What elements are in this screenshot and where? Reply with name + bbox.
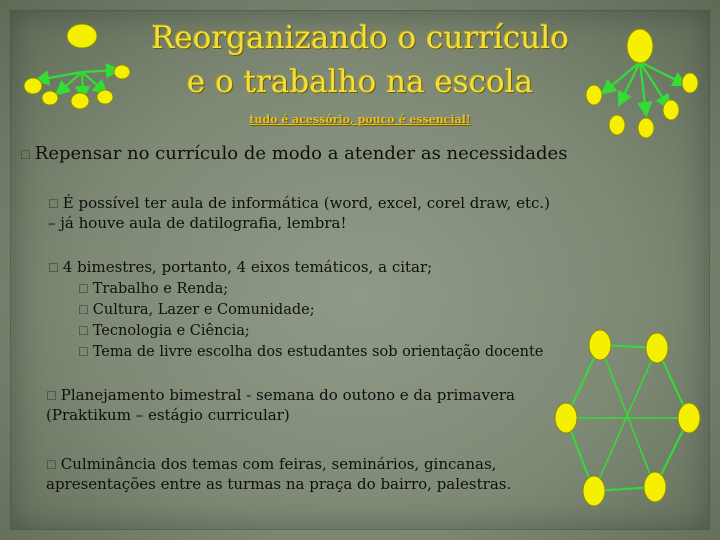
bullet-icon: ☐ (48, 197, 59, 211)
yellow-circle (644, 472, 666, 502)
bullet-icon: ☐ (48, 261, 59, 275)
theme-item (78, 302, 315, 318)
theme-text: Cultura, Lazer e Comunidade; (92, 302, 315, 318)
yellow-circle (646, 333, 668, 363)
bullet-icon: ☐ (78, 324, 89, 338)
yellow-circle (555, 403, 577, 433)
bullet-icon: ☐ (46, 458, 57, 472)
bullet-icon: ☐ (78, 282, 89, 296)
bullet-icon: ☐ (20, 148, 31, 162)
item-bimestres (48, 258, 432, 276)
theme-item (78, 323, 250, 339)
item-informatica (48, 194, 550, 212)
bullet-icon: ☐ (78, 345, 89, 359)
title-line-2: e o trabalho na escola (186, 64, 534, 100)
yellow-circle (583, 476, 605, 506)
yellow-circle (589, 330, 611, 360)
item-planejamento-cont: (Praktikum – estágio curricular) (46, 406, 290, 424)
hexagon-diagram (555, 330, 700, 506)
theme-text: Tecnologia e Ciência; (92, 323, 250, 339)
yellow-circle (678, 403, 700, 433)
main-point (20, 143, 567, 164)
theme-text: Tema de livre escolha dos estudantes sob orientação docente (92, 344, 544, 360)
item-culminancia (46, 455, 496, 473)
title-line-1: Reorganizando o currículo (151, 20, 569, 56)
item-text: É possível ter aula de informática (word, excel, corel draw, etc.) (62, 194, 551, 212)
item-informatica-cont: – já houve aula de datilografia, lembra! (48, 214, 347, 232)
theme-item (78, 281, 228, 297)
bullet-icon: ☐ (46, 389, 57, 403)
subtitle: tudo é acessório, pouco é essencial! (249, 113, 471, 126)
item-text: 4 bimestres, portanto, 4 eixos temáticos, a citar; (62, 258, 433, 276)
item-text: Planejamento bimestral - semana do outono e da primavera (60, 386, 515, 404)
bullet-icon: ☐ (78, 303, 89, 317)
theme-item (78, 344, 543, 360)
item-planejamento (46, 386, 515, 404)
theme-text: Trabalho e Renda; (92, 281, 229, 297)
item-text: Culminância dos temas com feiras, seminários, gincanas, (60, 455, 497, 473)
main-point-text: Repensar no currículo de modo a atender as necessidades (34, 143, 568, 164)
item-culminancia-cont: apresentações entre as turmas na praça do bairro, palestras. (46, 475, 512, 493)
